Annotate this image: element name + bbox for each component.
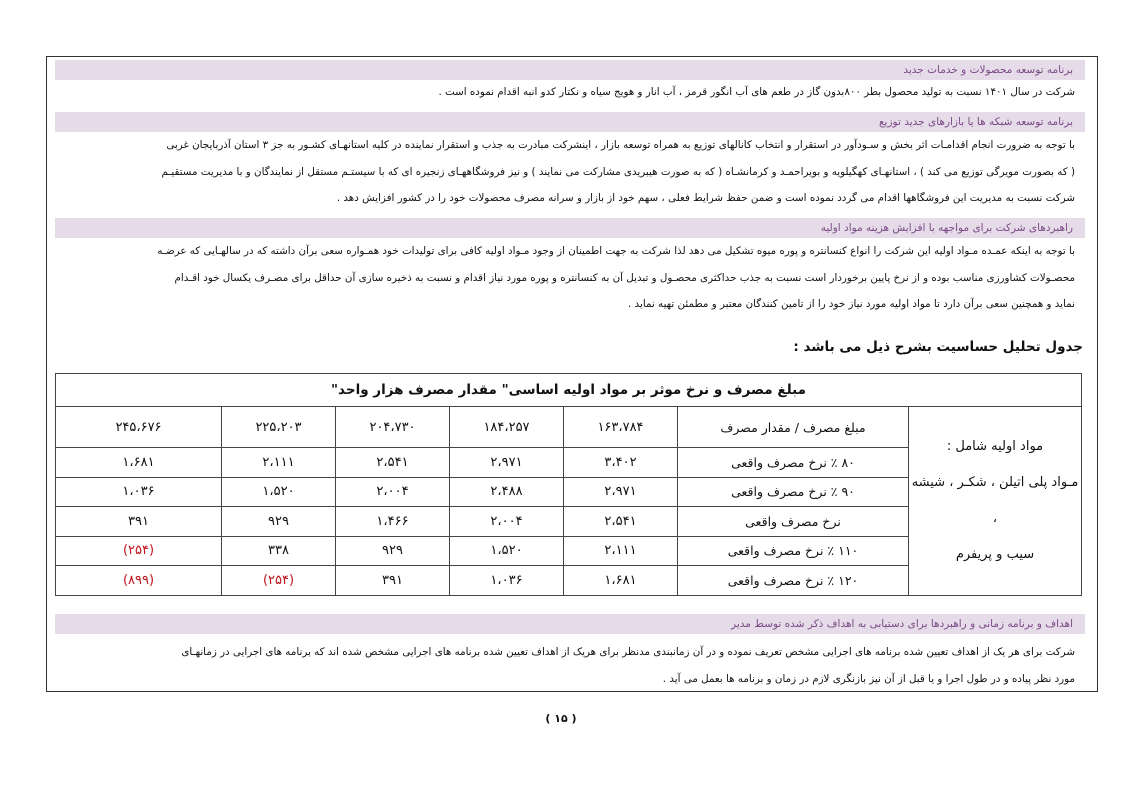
paragraph-line: محصـولات کشاورزی مناسب بوده و از نرخ پایین برخوردار است نسبت به جذب حداکثری محصـول و تبدیل آن به کنسانتره و پوره مورد نیاز اقدام و نسبت به ذخیره سازی آن حداقل برای مصـرف یکسال خود اقـدام [174,271,1075,284]
table-cell: ۲،۴۸۸ [450,477,564,507]
row-label: ۸۰ ٪ نرخ مصرف واقعی [678,448,909,478]
row-label: ۱۱۰ ٪ نرخ مصرف واقعی [678,536,909,566]
paragraph-line: شرکت در سال ۱۴۰۱ نسبت به تولید محصول بطر ۸۰۰بدون گاز در طعم های آب انگور قرمز ، آب انار و هویج سیاه و نکتار کدو انبه اقدام نموده است . [438,86,1075,98]
row-label: ۱۲۰ ٪ نرخ مصرف واقعی [678,566,909,596]
side-label-line: مـواد پلی اتیلن ، شکـر ، شیشه ، [911,474,1079,526]
table-cell: ۳،۴۰۲ [564,448,678,478]
table-cell: ۳۹۱ [56,507,222,537]
header-label: مبلغ مصرف / مقدار مصرف [678,407,909,448]
table-cell: ۱،۴۶۶ [336,507,450,537]
header-value: ۱۶۳،۷۸۴ [564,407,678,448]
section-heading-distribution: برنامه توسعه شبکه ها یا بازارهای جدید توزیع [55,112,1085,132]
side-label-line: سیب و پریفرم [955,546,1035,562]
header-value: ۲۰۴،۷۳۰ [336,407,450,448]
section-heading-goals-timeline: اهداف و برنامه زمانی و راهبردها برای دستیابی به اهداف ذکر شده توسط مدیر [55,614,1085,634]
sensitivity-table [55,373,1082,596]
raw-materials-label [909,407,1082,596]
section-heading-raw-materials: راهبردهای شرکت برای مواجهه با افزایش هزینه مواد اولیه [55,218,1085,238]
table-cell: ۲،۹۷۱ [564,477,678,507]
paragraph-line: شرکت برای هر یک از اهداف تعیین شده برنامه های اجرایی مشخص تعریف نموده و در آن زمانبندی مدنظر برای هریک از اهداف تعیین شده برنامه های اجرایی مشخص شده اند که برنامه های اجرایی در زمانهـای [181,646,1075,658]
paragraph-line: نماید و همچنین سعی برآن دارد تا مواد اولیه مورد نیاز خود را از تامین کنندگان معتبر و مطمئن تهیه نماید . [628,298,1075,310]
table-cell: ۲،۱۱۱ [222,448,336,478]
header-value: ۱۸۴،۲۵۷ [450,407,564,448]
table-cell: ۳۳۸ [222,536,336,566]
table-cell: ۲،۵۴۱ [564,507,678,537]
table-cell: (۸۹۹) [56,566,222,596]
section-body-distribution [71,132,1075,212]
section-body-new-products [71,79,1075,106]
table-cell: (۲۵۴) [222,566,336,596]
table-cell: ۲،۹۷۱ [450,448,564,478]
table-cell: ۲،۵۴۱ [336,448,450,478]
table-caption: مبلغ مصرف و نرخ موثر بر مواد اولیه اساسی" مقدار مصرف هزار واحد" [56,374,1082,407]
paragraph-line: مورد نظر پیاده و در طول اجرا و یا قبل از آن نیز بازنگری لازم در زمان و برنامه ها بعمل می آید . [662,672,1075,685]
table-cell: ۲،۰۰۴ [450,507,564,537]
page-number: ( ۱۵ ) [545,712,577,725]
row-label: نرخ مصرف واقعی [678,507,909,537]
table-cell: ۹۲۹ [222,507,336,537]
sensitivity-table-title: جدول تحلیل حساسیت بشرح ذیل می باشد : [793,339,1083,355]
table-cell: (۲۵۴) [56,536,222,566]
side-label-line: مواد اولیه شامل : [946,438,1044,454]
paragraph-line: با توجه به اینکه عمـده مـواد اولیه این شرکت را انواع کنسانتره و پوره میوه تشکیل می دهد لذا شرکت به جهت اطمینان از وجود مـواد اولیه کافی برای تولیدات خود همـواره سعی برآن داشته که در سالهـایی که عرضـه [157,245,1075,257]
table-cell: ۹۲۹ [336,536,450,566]
paragraph-line: با توجه به ضرورت انجام اقدامـات اثر بخش و سـودآور در استقرار و انتخاب کانالهای توزیع به همراه توسعه بازار ، اینشرکت مبادرت به جذب و استقرار نماینده در کلیه استانهـای کشـور به جز ۳ استان آذربایجان غربی [166,139,1075,151]
table-cell: ۲،۱۱۱ [564,536,678,566]
table-cell: ۱،۵۲۰ [450,536,564,566]
section-heading-new-products: برنامه توسعه محصولات و خدمات جدید [55,60,1085,80]
table-cell: ۳۹۱ [336,566,450,596]
table-cell: ۱،۶۸۱ [564,566,678,596]
table-cell: ۱،۰۳۶ [56,477,222,507]
row-label: ۹۰ ٪ نرخ مصرف واقعی [678,477,909,507]
page-frame [46,56,1098,692]
table-cell: ۱،۰۳۶ [450,566,564,596]
table-cell: ۱،۶۸۱ [56,448,222,478]
table-cell: ۱،۵۲۰ [222,477,336,507]
section-body-goals-timeline [71,639,1075,692]
paragraph-line: شرکت نسبت به مدیریت این فروشگاهها اقدام می گردد نموده است و ضمن حفظ شرایط فعلی ، سهم خود از بازار و سرانه مصرف محصولات خود را در کشور افزایش دهد . [336,192,1075,204]
header-value: ۲۲۵،۲۰۳ [222,407,336,448]
paragraph-line: ( که بصورت مویرگی توزیع می کند ) ، استانهـای کهگیلویه و بویراحمـد و کرمانشـاه ( که به صورت هیبریدی مشارکت می نمایند ) و نیز فروشگاههـای زنجیره ای که با سیستـم مستقل از نمایندگان و با مدیریت مستقیـم [161,165,1075,178]
header-value: ۲۴۵،۶۷۶ [56,407,222,448]
section-body-raw-materials [71,238,1075,318]
table-cell: ۲،۰۰۴ [336,477,450,507]
